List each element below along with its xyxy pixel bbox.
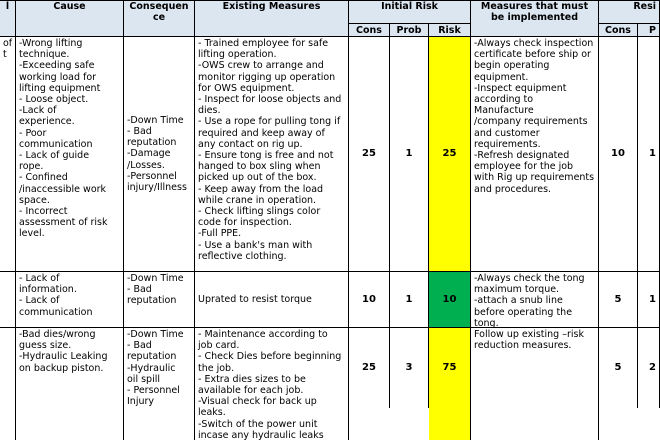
- row1-col0: of t: [0, 37, 16, 272]
- row3-res-cons: 5: [599, 328, 638, 408]
- table-top-border: [0, 0, 660, 1]
- row3-risk: 75: [429, 328, 471, 408]
- row1-measures: -Always check inspection certificate before ship or begin operating equipment. -Inspect equipment according to Manufacture /company requirements and customer requirements. -Refresh designated employee for the job with Rig up requirements and procedures.: [471, 37, 599, 272]
- row1-existing-measures: - Trained employee for safe lifting operation. -OWS crew to arrange and monitor rigging up operation for OWS equipment. - Inspect for loose objects and dies. - Use a rope for pulling tong if required and keep away of any contact on rig up. - Ensure tong is free and not hanged to box sling when picked up out of the box. - Keep away from the load while crane in operation. - Check lifting slings color code for inspection. -Full PPE. - Use a bank's man with reflective clothing.: [195, 37, 349, 272]
- header-cause: Cause: [16, 0, 124, 37]
- header-measures-to-implement: Measures that must be implemented: [471, 0, 599, 37]
- row2-existing-text: Uprated to resist torque: [198, 293, 312, 305]
- row1-risk: 25: [429, 37, 471, 272]
- row3-cause: -Bad dies/wrong guess size. -Hydraulic Leaking on backup piston.: [16, 328, 124, 440]
- row2-risk: 10: [429, 272, 471, 328]
- row2-existing-measures: [195, 272, 349, 328]
- row2-res-prob: 1: [638, 272, 660, 328]
- row2-res-cons: 5: [599, 272, 638, 328]
- header-risk: Risk: [429, 24, 471, 37]
- header-cons: Cons: [349, 24, 390, 37]
- header-residual-risk: Resi: [599, 0, 660, 24]
- header-prob: Prob: [390, 24, 429, 37]
- row3-measures: Follow up existing –risk reduction measures.: [471, 328, 599, 440]
- row3-existing-measures: - Maintenance according to job card. - Check Dies before beginning the job. - Extra dies sizes to be available for each job. -Visual check for back up leaks. -Switch of the power unit incase any hydraulic leaks: [195, 328, 349, 440]
- row3-prob: 3: [390, 328, 429, 408]
- header-existing-measures: Existing Measures: [195, 0, 349, 37]
- row2-col0: [0, 272, 16, 328]
- row2-consequence: -Down Time - Bad reputation: [124, 272, 195, 328]
- row2-cause: - Lack of information. - Lack of communication: [16, 272, 124, 328]
- header-col0: l: [0, 0, 16, 37]
- row1-cause: -Wrong lifting technique. -Exceeding safe working load for lifting equipment - Loose object. -Lack of experience. - Poor communication - Lack of guide rope. - Confined /inaccessible work space. - Incorrect assessment of risk level.: [16, 37, 124, 272]
- row1-res-prob: 1: [638, 37, 660, 272]
- row1-prob: 1: [390, 37, 429, 272]
- row3-col0: [0, 328, 16, 440]
- row1-consequence: [124, 37, 195, 272]
- header-consequence: Consequen ce: [124, 0, 195, 37]
- row1-consequence-text: -Down Time - Bad reputation -Damage /Losses. -Personnel injury/Illness: [127, 114, 187, 193]
- row3-res-prob: 2: [638, 328, 660, 408]
- header-res-cons: Cons: [599, 24, 638, 37]
- row3-consequence: -Down Time - Bad reputation -Hydraulic oil spill - Personnel Injury: [124, 328, 195, 440]
- row3-cons: 25: [349, 328, 390, 408]
- row2-prob: 1: [390, 272, 429, 328]
- row2-measures: -Always check the tong maximum torque. -attach a snub line before operating the tong.: [471, 272, 599, 328]
- row1-res-cons: 10: [599, 37, 638, 272]
- header-initial-risk: Initial Risk: [349, 0, 471, 24]
- row1-cons: 25: [349, 37, 390, 272]
- row2-cons: 10: [349, 272, 390, 328]
- header-res-prob: P: [638, 24, 660, 37]
